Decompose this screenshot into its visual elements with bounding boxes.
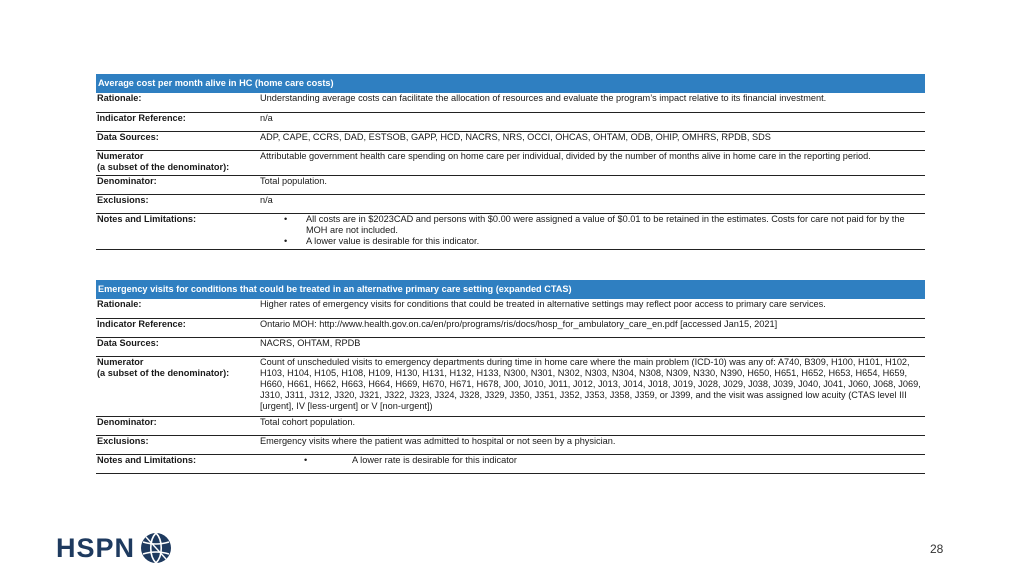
table-title: Emergency visits for conditions that could be treated in an alternative primary care setting (expanded CTAS) [96,280,925,299]
page-number: 28 [930,542,944,556]
indicator-table-home-care-costs [96,74,925,250]
row-label: Numerator (a subset of the denominator): [96,150,259,175]
row-value: Higher rates of emergency visits for conditions that could be treated in alternative settings may reflect poor access to primary care services. [259,299,925,318]
table-title: Average cost per month alive in HC (home care costs) [96,74,925,93]
table-row [96,112,925,131]
row-value: Emergency visits where the patient was admitted to hospital or not seen by a physician. [259,435,925,454]
row-value: n/a [259,194,925,213]
table-row [96,93,925,112]
row-label: Numerator (a subset of the denominator): [96,356,259,416]
logo-text: HSPN [56,533,136,563]
table-row [96,131,925,150]
table-row [96,416,925,435]
row-value: NACRS, OHTAM, RPDB [259,337,925,356]
row-label: Notes and Limitations: [96,454,259,473]
table-header-row [96,280,925,299]
bullet-icon: • [304,454,308,465]
table-row [96,213,925,249]
list-item [284,235,925,247]
table-row [96,194,925,213]
row-value: ADP, CAPE, CCRS, DAD, ESTSOB, GAPP, HCD, NACRS, NRS, OCCI, OHCAS, OHTAM, ODB, OHIP, OMHRS, RPDB, SDS [259,131,925,150]
bullet-icon: • [284,235,288,246]
row-value: Attributable government health care spending on home care per individual, divided by the number of months alive in home care in the reporting period. [259,150,925,175]
table-row [96,337,925,356]
note-text: A lower rate is desirable for this indicator [352,454,517,465]
row-value: Ontario MOH: http://www.health.gov.on.ca/en/pro/programs/ris/docs/hosp_for_ambulatory_care_en.pdf [accessed Jan15, 2021] [259,318,925,337]
row-label: Indicator Reference: [96,318,259,337]
notes-list [260,214,925,248]
row-label: Data Sources: [96,131,259,150]
row-value: Total population. [259,175,925,194]
row-label: Indicator Reference: [96,112,259,131]
notes-list [260,455,925,466]
table-row [96,299,925,318]
row-label: Rationale: [96,299,259,318]
notes-list-cell [259,213,925,249]
notes-list-cell [259,454,925,473]
table-row [96,318,925,337]
row-value: Understanding average costs can facilitate the allocation of resources and evaluate the program’s impact relative to its financial investment. [259,93,925,112]
list-item [284,213,925,236]
row-label: Rationale: [96,93,259,112]
table-row [96,175,925,194]
row-label: Exclusions: [96,435,259,454]
row-label: Data Sources: [96,337,259,356]
row-label: Notes and Limitations: [96,213,259,249]
table-row [96,150,925,175]
indicator-table-emergency-visits [96,280,925,474]
list-item [304,454,925,466]
row-label: Denominator: [96,175,259,194]
row-label: Exclusions: [96,194,259,213]
note-text: A lower value is desirable for this indicator. [306,235,480,246]
hspn-logo [56,532,172,564]
table-row [96,356,925,416]
row-value: Count of unscheduled visits to emergency departments during time in home care where the main problem (ICD-10) was any of: A740, B309, H100, H101, H102, H103, H104, H105, H108, H109, H130, H131, H132, H133, N300, N301, N302, N303, N304, N308, N309, N330, N390, H650, H651, H652, H653, H654, H659, H660, H661, H662, H663, H664, H669, H670, H671, H678, J00, J010, J011, J012, J013, J014, J018, J019, J028, J029, J038, J039, J040, J041, J060, J068, J069, J310, J311, J312, J320, J321, J322, J323, J324, J328, J329, J350, J351, J352, J353, J358, J359, or J399, and the visit was assigned low acuity (CTAS level III [urgent], IV [less-urgent] or V [non-urgent]) [259,356,925,416]
bullet-icon: • [284,213,288,224]
table-header-row [96,74,925,93]
row-value: Total cohort population. [259,416,925,435]
row-value: n/a [259,112,925,131]
globe-icon [140,532,172,564]
table-row [96,454,925,473]
row-label: Denominator: [96,416,259,435]
note-text: All costs are in $2023CAD and persons with $0.00 were assigned a value of $0.01 to be retained in the estimates. Costs for care not paid for by the MOH are not included. [306,213,905,235]
table-row [96,435,925,454]
